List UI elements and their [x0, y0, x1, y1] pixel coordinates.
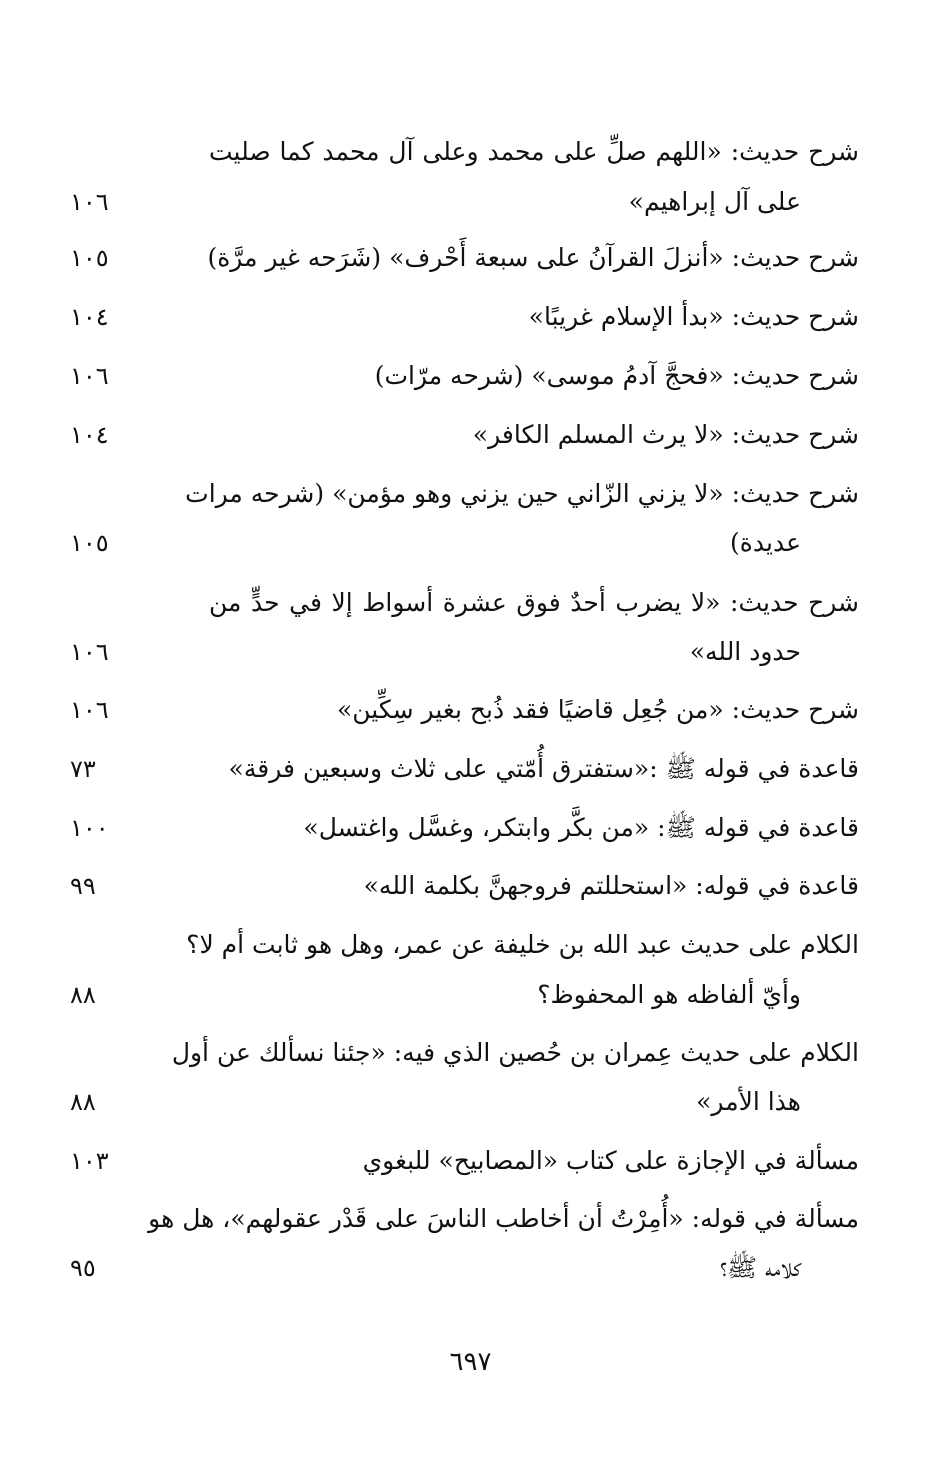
- entry-title: شرح حديث: «لا يرث المسلم الكافر»: [472, 420, 859, 449]
- entry-page-number: ١٠٦: [70, 638, 109, 666]
- entry-title-continuation: كلامه ﷺ؟: [720, 1253, 801, 1282]
- entry-title-continuation: عديدة): [730, 528, 801, 557]
- entry-title: قاعدة في قوله ﷺ: «من بكَّر وابتكر، وغسَّل واغتسل»: [303, 813, 859, 842]
- entry-page-number: ١٠٥: [70, 529, 109, 557]
- entry-page-number: ٩٥: [70, 1254, 96, 1282]
- entry-page-number: ١٠٠: [70, 814, 109, 842]
- entry-title-continuation: وأيّ ألفاظه هو المحفوظ؟: [537, 980, 801, 1009]
- entry-title: مسألة في الإجازة على كتاب «المصابيح» للبغوي: [362, 1146, 859, 1175]
- entry-title: شرح حديث: «من جُعِل قاضيًا فقد ذُبح بغير سِكِّين»: [336, 695, 859, 724]
- entry-page-number: ٧٣: [70, 755, 96, 783]
- entry-title: شرح حديث: «بدأ الإسلام غريبًا»: [528, 302, 859, 331]
- entry-title: شرح حديث: «اللهم صلِّ على محمد وعلى آل محمد كما صليت: [209, 137, 859, 166]
- entry-page-number: ١٠٦: [70, 362, 109, 390]
- entry-title-continuation: على آل إبراهيم»: [628, 187, 801, 216]
- entry-page-number: ١٠٦: [70, 696, 109, 724]
- entry-title: شرح حديث: «لا يضرب أحدٌ فوق عشرة أسواط إلا في حدٍّ من: [209, 588, 859, 617]
- entry-title-continuation: حدود الله»: [689, 637, 801, 666]
- entry-page-number: ٨٨: [70, 981, 96, 1009]
- entry-page-number: ١٠٣: [70, 1147, 109, 1175]
- entry-page-number: ١٠٦: [70, 188, 109, 216]
- entry-title: شرح حديث: «أنزلَ القرآنُ على سبعة أَحْرف» (شَرَحه غير مرَّة): [207, 243, 859, 272]
- entry-page-number: ٨٨: [70, 1088, 96, 1116]
- entry-title: قاعدة في قوله: «استحللتم فروجهنَّ بكلمة الله»: [363, 871, 859, 900]
- entry-title-continuation: هذا الأمر»: [696, 1087, 801, 1116]
- entry-page-number: ٩٩: [70, 872, 96, 900]
- entry-title: الكلام على حديث عبد الله بن خليفة عن عمر، وهل هو ثابت أم لا؟: [186, 930, 859, 959]
- entry-title: شرح حديث: «لا يزني الزّاني حين يزني وهو مؤمن» (شرحه مرات: [185, 479, 859, 508]
- entry-title: شرح حديث: «فحجَّ آدمُ موسى» (شرحه مرّات): [374, 361, 859, 390]
- entry-page-number: ١٠٥: [70, 244, 109, 272]
- entry-page-number: ١٠٤: [70, 421, 109, 449]
- entry-title: قاعدة في قوله ﷺ :«ستفترق أُمّتي على ثلاث وسبعين فرقة»: [228, 754, 859, 783]
- entry-page-number: ١٠٤: [70, 303, 109, 331]
- folio-page-number: ٦٩٧: [449, 1347, 492, 1377]
- entry-title: الكلام على حديث عِمران بن حُصين الذي فيه: «جئنا نسألك عن أول: [171, 1038, 859, 1067]
- entry-title: مسألة في قوله: «أُمِرْتُ أن أخاطب الناسَ على قَدْر عقولهم»، هل هو: [148, 1204, 859, 1233]
